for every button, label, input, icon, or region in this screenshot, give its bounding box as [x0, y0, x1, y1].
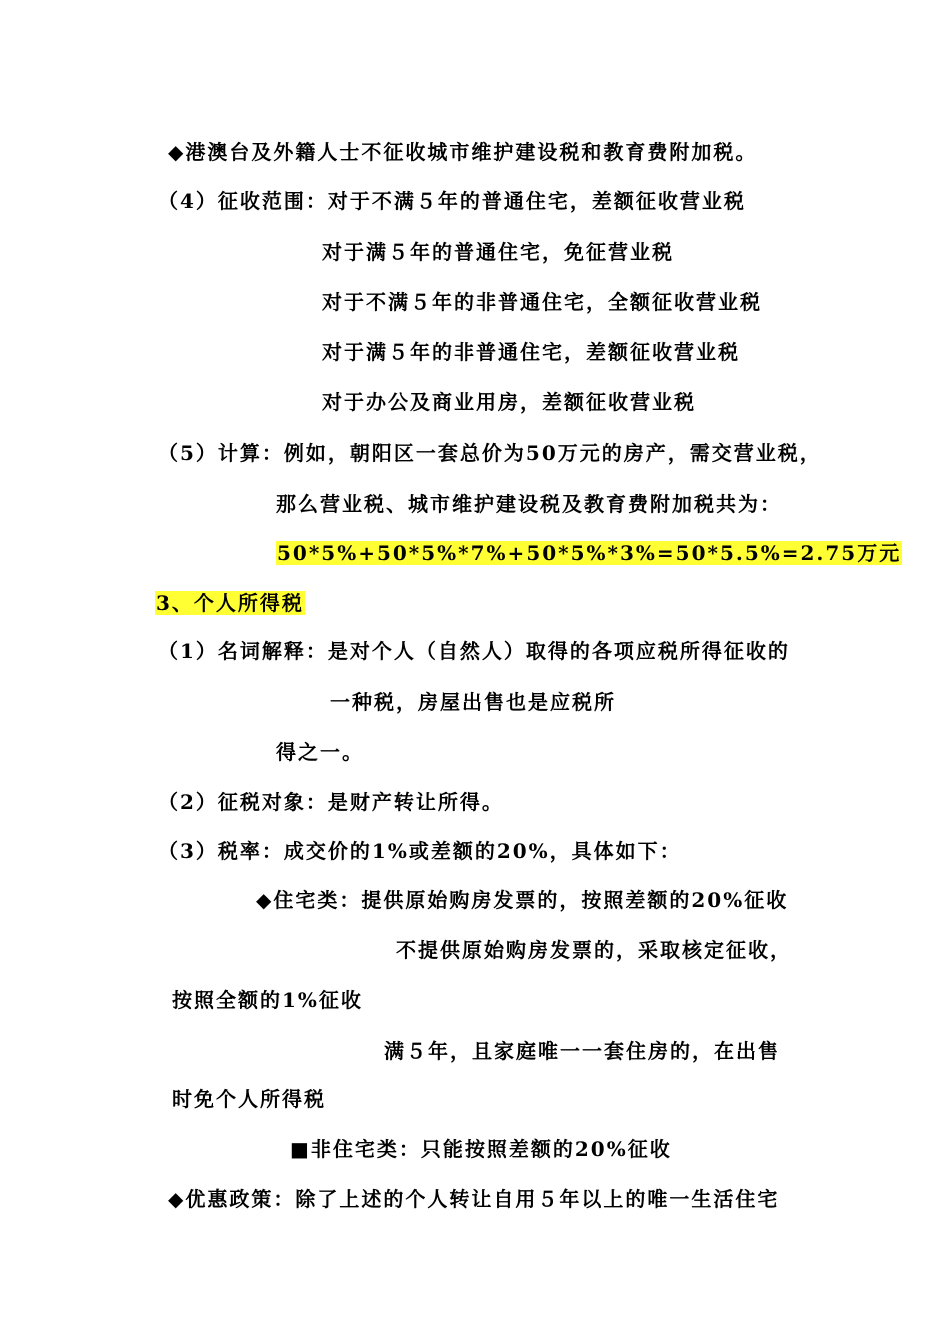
tax-object-line: （2）征税对象：是财产转让所得。 [158, 790, 504, 814]
calc-line-1: （5）计算：例如，朝阳区一套总价为50万元的房产，需交营业税， [158, 441, 822, 465]
calc-line-2: 那么营业税、城市维护建设税及教育费附加税共为： [276, 492, 782, 516]
definition-line-2: 一种税，房屋出售也是应税所 [330, 690, 616, 714]
scope-line-3: 对于不满５年的非普通住宅，全额征收营业税 [322, 290, 762, 314]
scope-line-2: 对于满５年的普通住宅，免征营业税 [322, 240, 674, 264]
residential-line-3: 按照全额的1%征收 [172, 988, 363, 1012]
residential-line-4: 满５年，且家庭唯一一套住房的，在出售 [384, 1039, 780, 1063]
scope-line-5: 对于办公及商业用房，差额征收营业税 [322, 390, 696, 414]
non-residential-line: ■非住宅类：只能按照差额的20%征收 [290, 1137, 672, 1161]
definition-line-3: 得之一。 [276, 740, 364, 764]
residential-line-2: 不提供原始购房发票的，采取核定征收， [396, 938, 792, 962]
calc-formula [276, 540, 902, 566]
scope-line-4: 对于满５年的非普通住宅，差额征收营业税 [322, 340, 740, 364]
definition-line-1: （1）名词解释：是对个人（自然人）取得的各项应税所得征收的 [158, 639, 790, 663]
tax-rate-line: （3）税率：成交价的1%或差额的20%，具体如下： [158, 839, 682, 863]
bullet-line-hk-macao: ◆港澳台及外籍人士不征收城市维护建设税和教育费附加税。 [168, 140, 758, 164]
calc-formula-highlight: 50*5%+50*5%*7%+50*5%*3%=50*5.5%=2.75万元 [277, 541, 902, 565]
section-heading-highlight: 3、个人所得税 [156, 591, 304, 615]
preferential-policy-line: ◆优惠政策：除了上述的个人转让自用５年以上的唯一生活住宅 [168, 1187, 780, 1211]
residential-line-5: 时免个人所得税 [172, 1087, 326, 1111]
section-heading-income-tax [155, 590, 305, 616]
residential-line-1: ◆住宅类：提供原始购房发票的，按照差额的20%征收 [256, 888, 789, 912]
scope-line-1: （4）征收范围：对于不满５年的普通住宅，差额征收营业税 [158, 189, 746, 213]
